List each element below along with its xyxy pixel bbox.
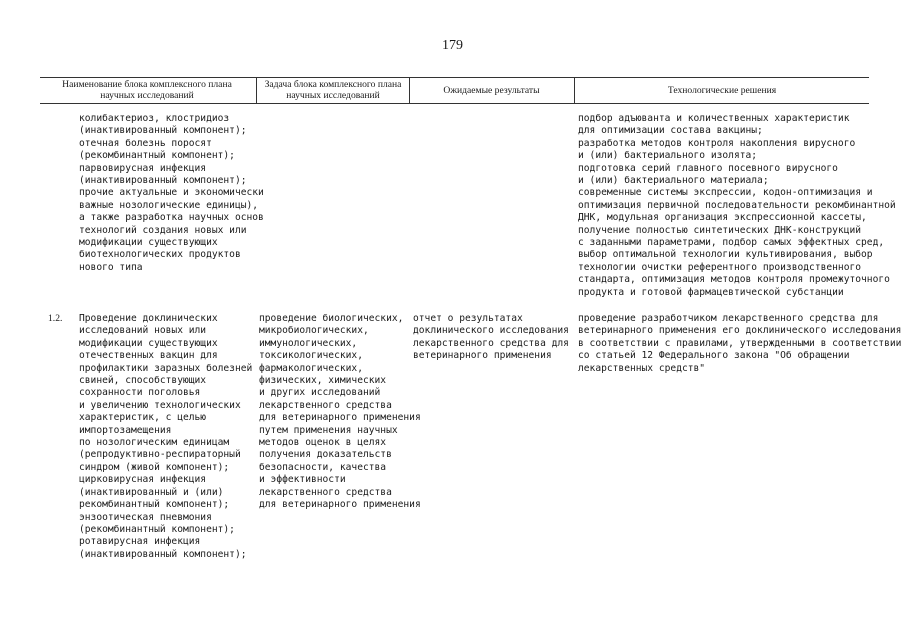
table-header-rule [40,103,869,104]
continued-tech-solutions-cell: подбор адъюванта и количественных характеристик для оптимизации состава вакцины; разработка методов контроля накопления вирусного и (или) бактериального изолята; подготовка серий главного посевного вирусного и (или) бактериального материала; современные системы экспрессии, кодон-оптимизация и оптимизация первичной последовательности рекомбинантной ДНК, модульная организация экспрессионной кассеты, получение полностью синтетических ДНК-конструкций с заданными параметрами, подбор самых эффектных сред, выбор оптимальной технологии культивирования, выбор технологии очистки референтного производственного стандарта, оптимизация методов контроля промежуточного продукта и готовой фармацевтической субстанции [578,113,896,298]
row-block-task-cell: проведение биологических, микробиологических, иммунологических, токсикологических, фармакологических, физических, химических и других исследований лекарственного средства для ветеринарного применения путем применения научных методов оценок в целях получения доказательств безопасности, качества и эффективности лекарственного средства для ветеринарного применения [259,313,421,511]
continued-block-name-cell: колибактериоз, клостридиоз (инактивированный компонент); отечная болезнь поросят (рекомбинантный компонент); парвовирусная инфекция (инактивированный компонент); прочие актуальные и экономически важные нозологические единицы), а также разработка научных основ технологий создания новых или модификации существующих биотехнологических продуктов нового типа [79,113,264,273]
row-block-name-cell: Проведение доклинических исследований новых или модификации существующих отечественных вакцин для профилактики заразных болезней свиней, способствующих сохранности поголовья и увеличению технологических характеристик, с целью импортозамещения по нозологическим единицам (репродуктивно-респираторный синдром (живой компонент); цирковирусная инфекция (инактивированный и (или) рекомбинантный компонент); энзоотическая пневмония (рекомбинантный компонент); ротавирусная инфекция (инактивированный компонент); [79,313,253,560]
row-number: 1.2. [48,313,63,324]
row-expected-results-cell: отчет о результатах доклинического исследования лекарственного средства для ветеринарного применения [413,313,569,362]
page-number: 179 [442,38,463,53]
header-technological-solutions: Технологические решения [667,84,777,96]
column-divider [256,77,257,103]
header-expected-results: Ожидаемые результаты [443,84,540,96]
header-block-task: Задача блока комплексного плана научных исследований [264,79,402,101]
row-tech-solutions-cell: проведение разработчиком лекарственного средства для ветеринарного применения его доклинического исследования в соответствии с правилами, утвержденными в соответствии со статьей 12 Федерального закона "Об обращении лекарственных средств" [578,313,902,374]
header-block-name: Наименование блока комплексного плана научных исследований [62,79,232,101]
